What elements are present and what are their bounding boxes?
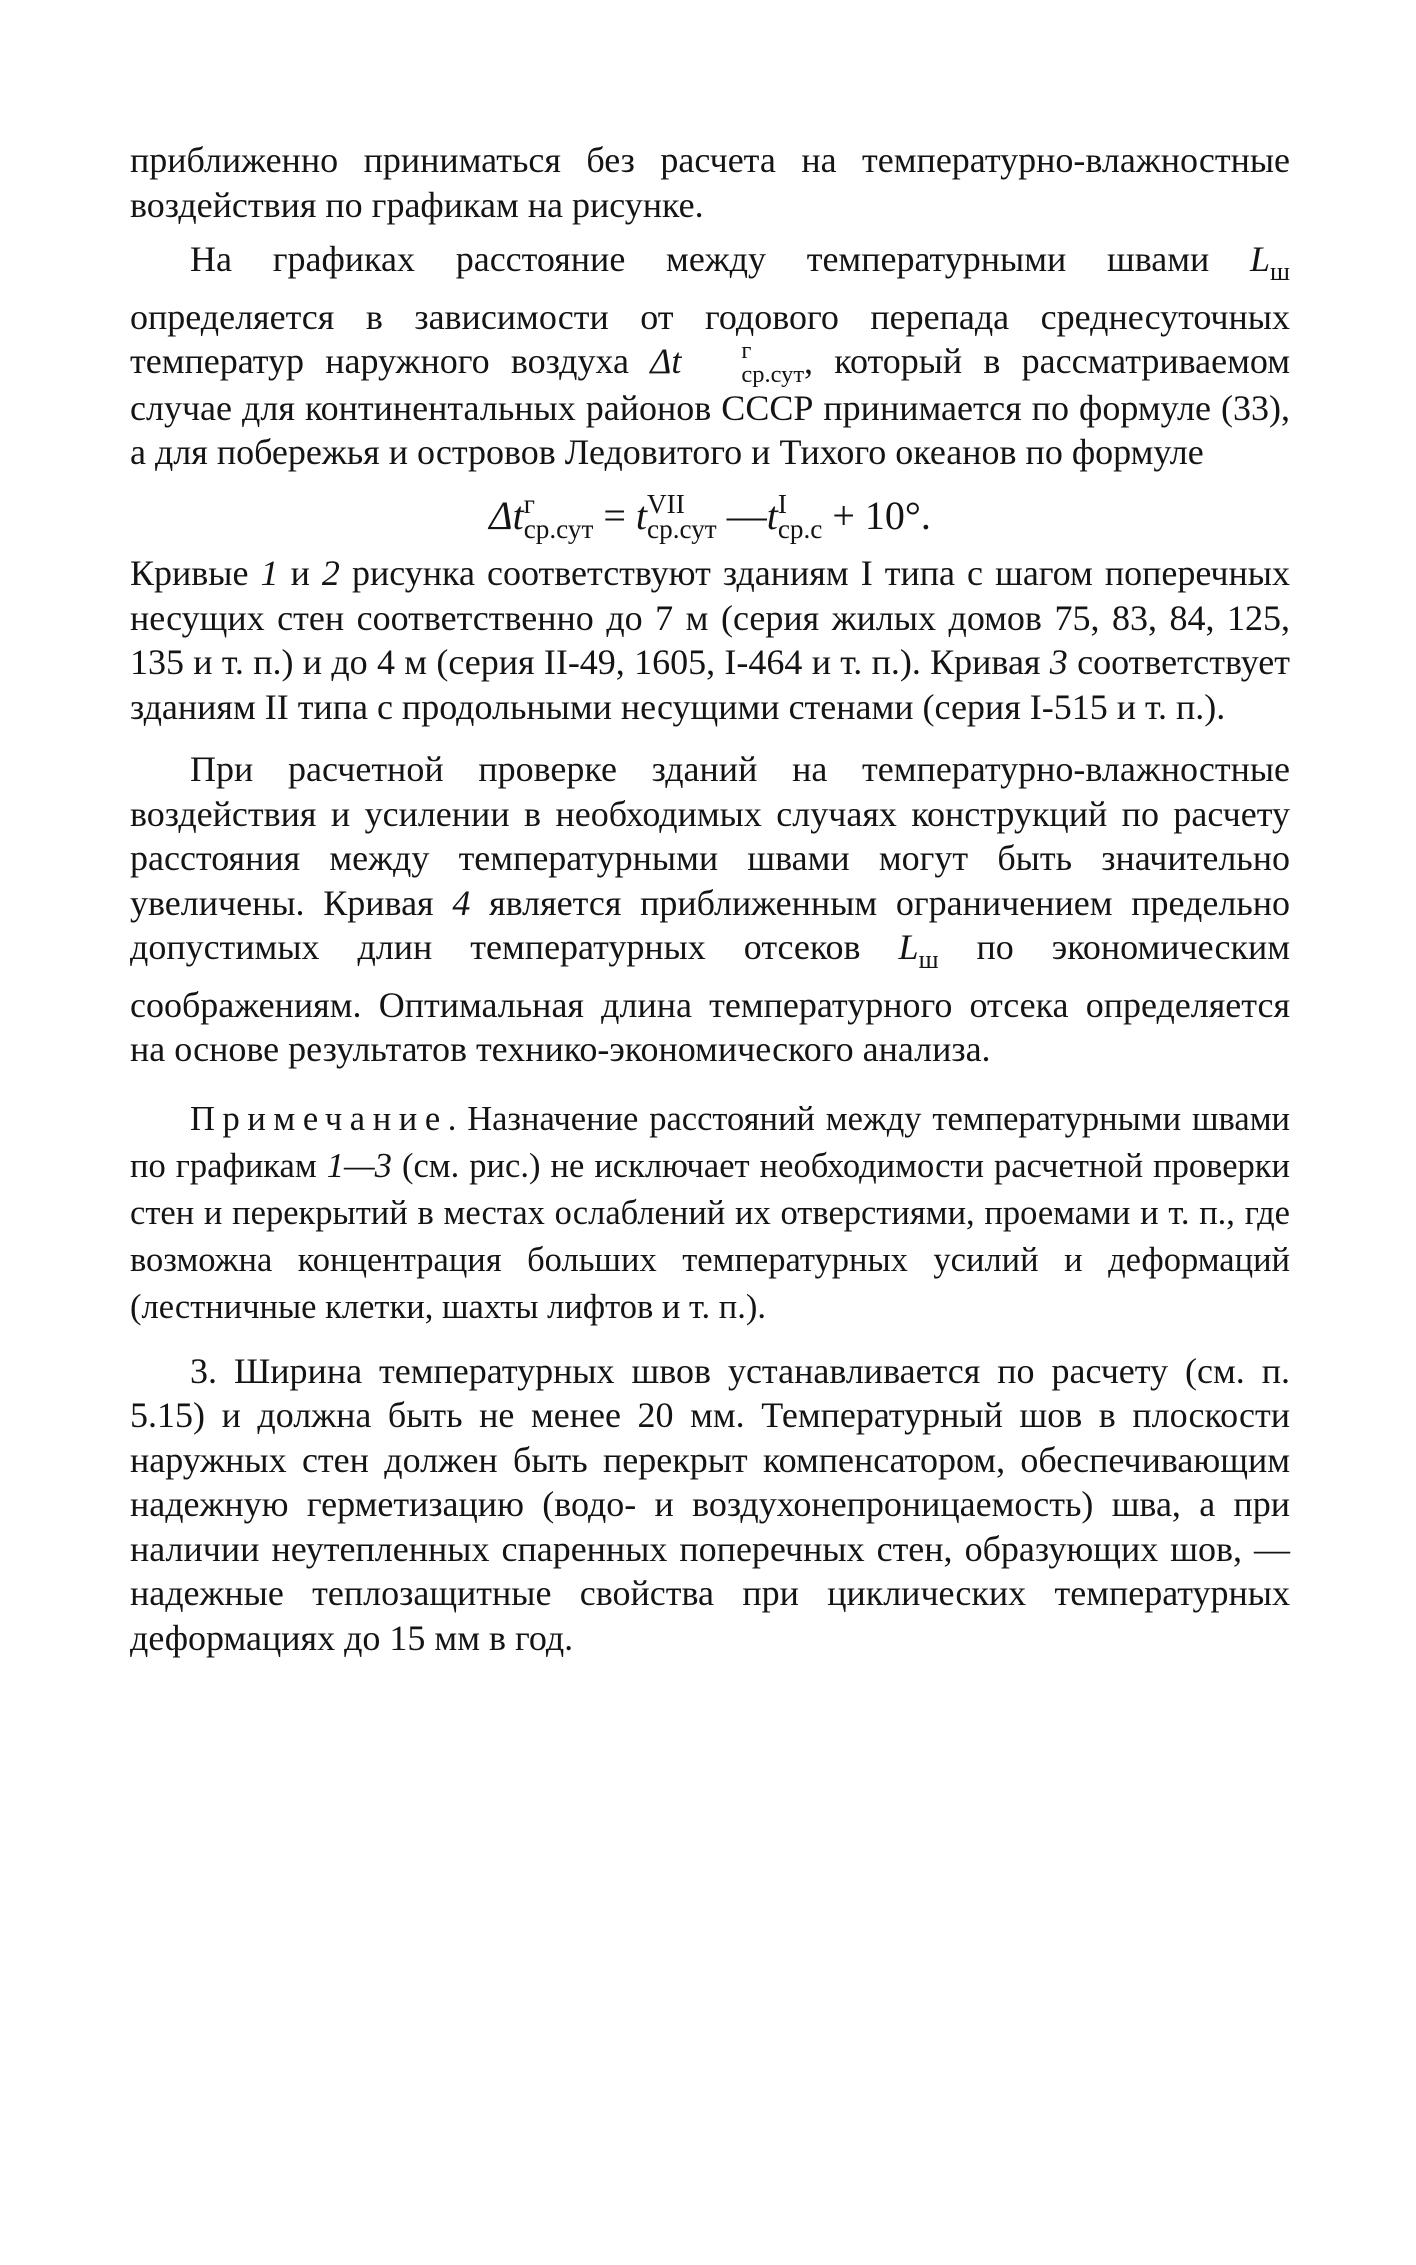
paragraph-curves	[130, 551, 1290, 729]
formula-t1: t	[635, 492, 648, 538]
symbol-delta-t-sub: ср.сут	[741, 360, 805, 388]
formula-t2: t	[766, 492, 778, 538]
paragraph-intro: приближенно приниматься без расчета на температурно-влажностные воздействия по графикам на рисунке.	[130, 140, 1290, 225]
paragraph-calculation-text-b: является приближенным ограничением предельно допустимых длин температурных отсеков	[130, 882, 1290, 968]
formula-t1-sup: VII	[647, 488, 685, 519]
note-text-a: . Назначение расстояний между температурными швами по графикам	[130, 1099, 1290, 1185]
formula-t1-sub: ср.сут	[647, 514, 717, 545]
symbol-delta-t: Δt	[650, 341, 682, 382]
paragraph-joint-width: 3. Ширина температурных швов устанавливается по расчету (см. п. 5.15) и должна быть не менее 20 мм. Температурный шов в плоскости наружных стен должен быть перекрыт компенсатором, обеспечивающим надежную герметизацию (водо- и воздухонепроницаемость) шва, а при наличии неутепленных спаренных поперечных стен, образующих шов, — надежные теплозащитные свойства при циклических температурных деформациях до 15 мм в год.	[130, 1350, 1290, 1658]
formula-t2-indices	[777, 488, 823, 545]
note-label: Примечание	[190, 1099, 448, 1138]
curve-number-3: 3	[1049, 642, 1068, 683]
paragraph-graphs-text-2: определяется в зависимости от годового перепада среднесуточных температур наружного воздуха	[130, 296, 1290, 382]
paragraph-graphs-text-1: На графиках расстояние между температурными швами	[190, 239, 1251, 279]
curve-number-1: 1	[260, 553, 279, 594]
formula-minus: —	[716, 492, 767, 538]
formula-lhs-sub: ср.сут	[523, 514, 594, 545]
paragraph-curves-text-d: соответствует зданиям II типа с продольными несущими стенами (серия I-515 и т. п.).	[130, 642, 1290, 727]
curve-number-4: 4	[452, 882, 471, 923]
note-text-b: (см. рис.) не исключает необходимости расчетной проверки стен и перекрытий в местах ослаблений их отверстиями, проемами и т. п., где возможна концентрация больших температурных усилий и деформаций (лестничные клетки, шахты лифтов и т. п.).	[130, 1146, 1290, 1326]
paragraph-graphs	[130, 237, 1290, 475]
formula-t2-sub: ср.с	[777, 514, 823, 545]
symbol-delta-t-indices	[681, 339, 804, 386]
paragraph-curves-text-a: Кривые	[130, 553, 261, 594]
formula	[130, 489, 1290, 543]
document-page	[130, 138, 1290, 1660]
curve-number-2: 2	[321, 553, 340, 594]
paragraph-calculation-text-c: по экономическим соображениям. Оптимальная длина температурного отсека определяется на основе результатов технико-экономического анализа.	[130, 927, 1290, 1070]
note-paragraph	[130, 1096, 1290, 1331]
symbol-L-subscript: ш	[1270, 257, 1290, 287]
symbol-L-2: L	[898, 927, 919, 968]
symbol-L: L	[1250, 239, 1271, 279]
paragraph-calculation	[130, 747, 1290, 1072]
formula-lhs: Δt	[489, 492, 524, 538]
formula-tail: + 10°.	[822, 492, 931, 538]
formula-lhs-sup: г	[523, 488, 535, 519]
formula-t1-indices	[647, 488, 717, 545]
paragraph-calculation-text-a: При расчетной проверке зданий на температурно-влажностные воздействия и усилении в необходимых случаях конструкций по расчету расстояния между температурными швами могут быть значительно увеличены. Кривая	[130, 749, 1290, 923]
note-range: 1—3	[326, 1146, 392, 1185]
symbol-delta-t-sup: г	[741, 337, 752, 365]
formula-t2-sup: I	[777, 488, 787, 519]
paragraph-curves-text-b: и	[278, 553, 322, 594]
formula-lhs-indices	[523, 488, 594, 545]
formula-equals: =	[593, 492, 636, 538]
symbol-L-2-subscript: ш	[918, 945, 939, 975]
paragraph-curves-text-c: рисунка соответствуют зданиям I типа с шагом поперечных несущих стен соответственно до 7 м (серия жилых домов 75, 83, 84, 125, 135 и т. п.) и до 4 м (серия II-49, 1605, I-464 и т. п.). Кривая	[130, 553, 1290, 683]
paragraph-graphs-text-3: , который в рассматриваемом случае для континентальных районов СССР принимается по формуле (33), а для побережья и островов Ледовитого и Тихого океанов по формуле	[130, 341, 1290, 473]
